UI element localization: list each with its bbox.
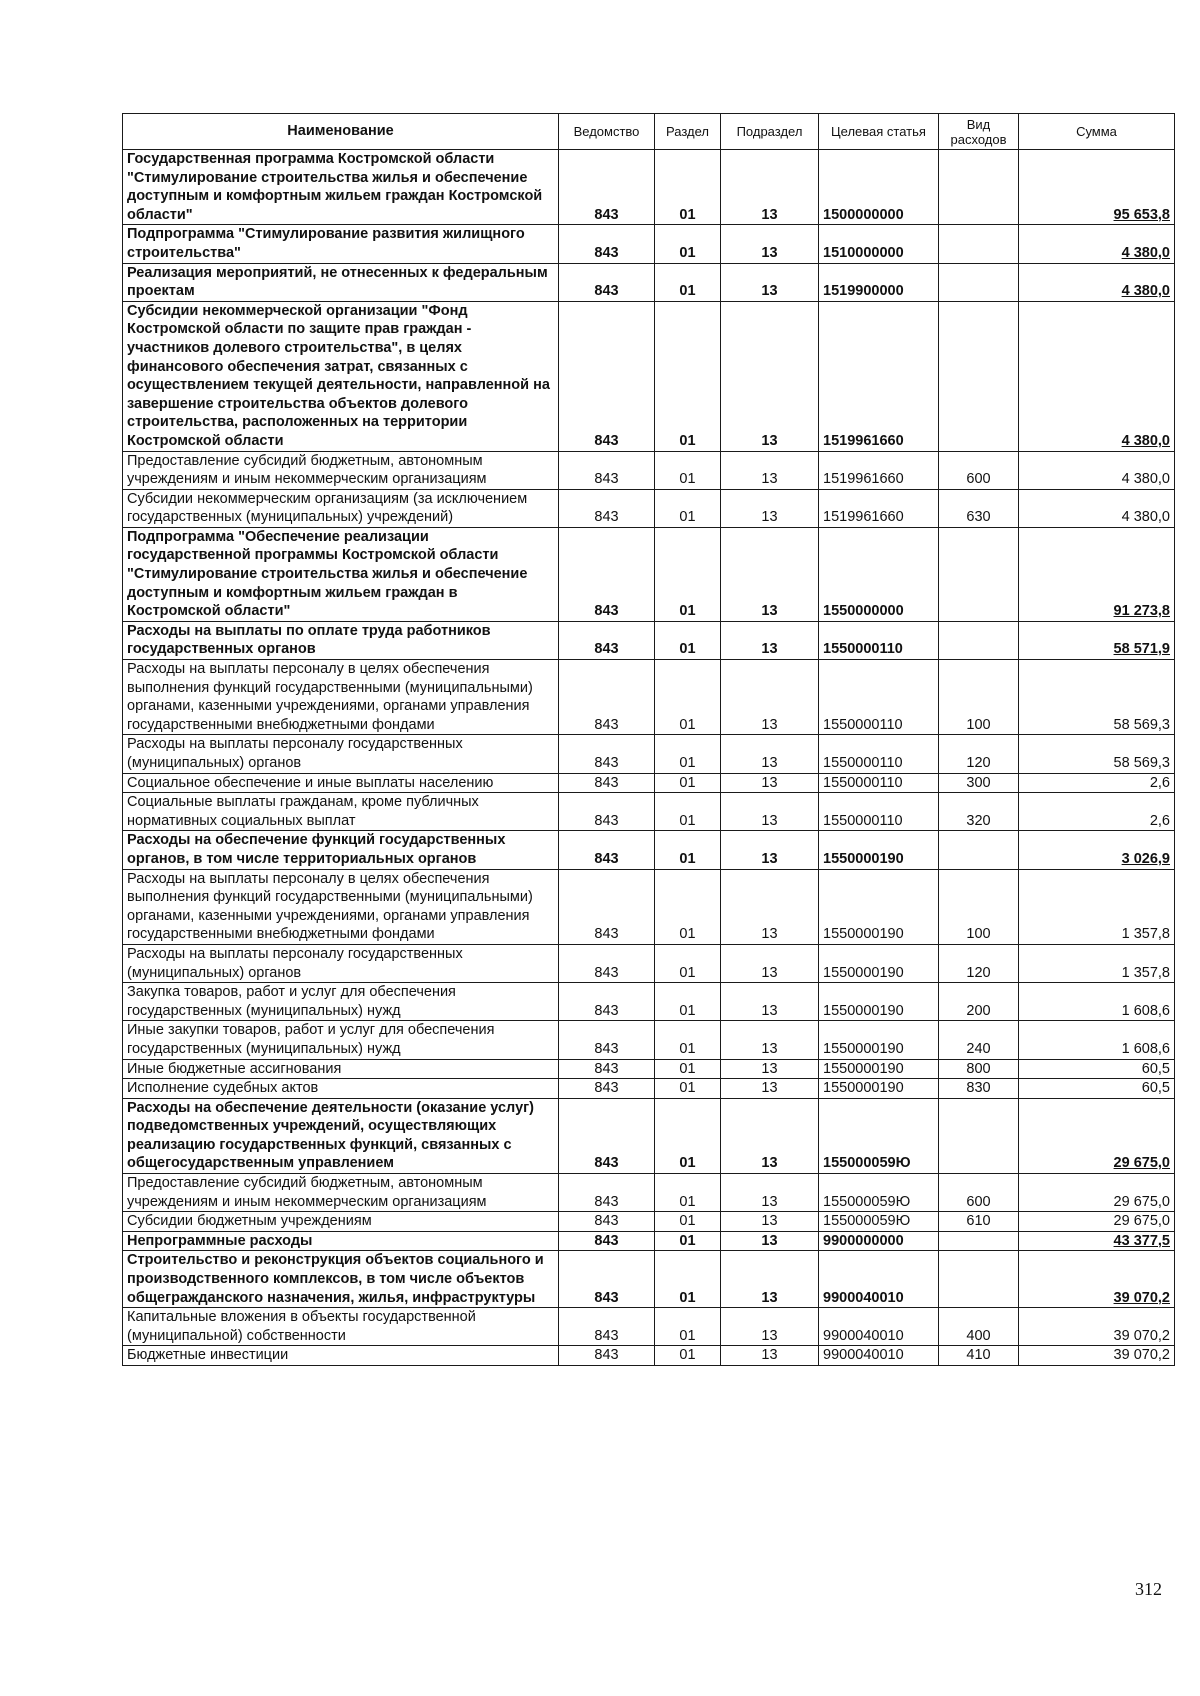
header-name: Наименование bbox=[123, 114, 559, 150]
cell-dept: 843 bbox=[559, 1021, 655, 1059]
cell-sum: 3 026,9 bbox=[1019, 831, 1175, 869]
cell-dept: 843 bbox=[559, 1174, 655, 1212]
cell-exptype: 600 bbox=[939, 1174, 1019, 1212]
cell-subsection: 13 bbox=[721, 621, 819, 659]
cell-subsection: 13 bbox=[721, 1212, 819, 1232]
cell-section: 01 bbox=[655, 1308, 721, 1346]
table-row bbox=[123, 1308, 1175, 1346]
header-target: Целевая статья bbox=[819, 114, 939, 150]
cell-name: Расходы на выплаты персоналу государственных (муниципальных) органов bbox=[123, 944, 559, 982]
cell-exptype: 100 bbox=[939, 660, 1019, 735]
cell-dept: 843 bbox=[559, 831, 655, 869]
cell-target: 1519961660 bbox=[819, 301, 939, 451]
cell-subsection: 13 bbox=[721, 1174, 819, 1212]
cell-exptype: 240 bbox=[939, 1021, 1019, 1059]
cell-dept: 843 bbox=[559, 1308, 655, 1346]
cell-name: Расходы на обеспечение деятельности (оказание услуг) подведомственных учреждений, осуществляющих реализацию государственных функций, связанных с общегосударственным управлением bbox=[123, 1098, 559, 1173]
cell-exptype: 410 bbox=[939, 1346, 1019, 1366]
cell-section: 01 bbox=[655, 489, 721, 527]
cell-sum: 4 380,0 bbox=[1019, 225, 1175, 263]
cell-exptype: 200 bbox=[939, 983, 1019, 1021]
cell-target: 1550000190 bbox=[819, 1059, 939, 1079]
table-row bbox=[123, 1059, 1175, 1079]
cell-target: 1550000190 bbox=[819, 869, 939, 944]
cell-dept: 843 bbox=[559, 451, 655, 489]
cell-section: 01 bbox=[655, 735, 721, 773]
table-header-row bbox=[123, 114, 1175, 150]
cell-name: Предоставление субсидий бюджетным, автономным учреждениям и иным некоммерческим организациям bbox=[123, 1174, 559, 1212]
table-row bbox=[123, 831, 1175, 869]
cell-section: 01 bbox=[655, 1251, 721, 1308]
cell-exptype: 300 bbox=[939, 773, 1019, 793]
cell-name: Расходы на выплаты персоналу в целях обеспечения выполнения функций государственными (муниципальными) органами, казенными учреждениями, органами управления государственными внебюджетными фондами bbox=[123, 869, 559, 944]
cell-section: 01 bbox=[655, 451, 721, 489]
cell-exptype: 800 bbox=[939, 1059, 1019, 1079]
cell-section: 01 bbox=[655, 150, 721, 225]
cell-sum: 60,5 bbox=[1019, 1079, 1175, 1099]
cell-name: Расходы на выплаты персоналу государственных (муниципальных) органов bbox=[123, 735, 559, 773]
table-row bbox=[123, 1346, 1175, 1366]
table-row bbox=[123, 1079, 1175, 1099]
cell-target: 1550000110 bbox=[819, 621, 939, 659]
cell-subsection: 13 bbox=[721, 489, 819, 527]
cell-dept: 843 bbox=[559, 1251, 655, 1308]
cell-exptype bbox=[939, 831, 1019, 869]
cell-subsection: 13 bbox=[721, 944, 819, 982]
cell-section: 01 bbox=[655, 793, 721, 831]
cell-exptype: 120 bbox=[939, 944, 1019, 982]
table-row bbox=[123, 1021, 1175, 1059]
cell-subsection: 13 bbox=[721, 1346, 819, 1366]
cell-sum: 39 070,2 bbox=[1019, 1346, 1175, 1366]
cell-exptype bbox=[939, 301, 1019, 451]
cell-exptype: 630 bbox=[939, 489, 1019, 527]
cell-target: 1500000000 bbox=[819, 150, 939, 225]
budget-table bbox=[122, 113, 1175, 1366]
table-row bbox=[123, 983, 1175, 1021]
cell-sum: 1 357,8 bbox=[1019, 869, 1175, 944]
cell-sum: 4 380,0 bbox=[1019, 489, 1175, 527]
table-row bbox=[123, 451, 1175, 489]
cell-exptype: 600 bbox=[939, 451, 1019, 489]
cell-sum: 29 675,0 bbox=[1019, 1098, 1175, 1173]
cell-sum: 1 357,8 bbox=[1019, 944, 1175, 982]
cell-dept: 843 bbox=[559, 527, 655, 621]
cell-target: 1510000000 bbox=[819, 225, 939, 263]
table-row bbox=[123, 1212, 1175, 1232]
table-row bbox=[123, 660, 1175, 735]
cell-target: 1550000000 bbox=[819, 527, 939, 621]
cell-name: Предоставление субсидий бюджетным, автономным учреждениям и иным некоммерческим организациям bbox=[123, 451, 559, 489]
cell-target: 1519961660 bbox=[819, 451, 939, 489]
table-row bbox=[123, 621, 1175, 659]
cell-exptype: 610 bbox=[939, 1212, 1019, 1232]
cell-name: Расходы на обеспечение функций государственных органов, в том числе территориальных органов bbox=[123, 831, 559, 869]
cell-exptype: 830 bbox=[939, 1079, 1019, 1099]
cell-subsection: 13 bbox=[721, 983, 819, 1021]
cell-target: 1519961660 bbox=[819, 489, 939, 527]
cell-section: 01 bbox=[655, 1212, 721, 1232]
cell-target: 9900000000 bbox=[819, 1231, 939, 1251]
table-row bbox=[123, 944, 1175, 982]
cell-section: 01 bbox=[655, 1079, 721, 1099]
cell-target: 1550000190 bbox=[819, 944, 939, 982]
cell-dept: 843 bbox=[559, 735, 655, 773]
table-row bbox=[123, 301, 1175, 451]
cell-target: 1550000110 bbox=[819, 773, 939, 793]
cell-dept: 843 bbox=[559, 983, 655, 1021]
cell-exptype bbox=[939, 1098, 1019, 1173]
cell-section: 01 bbox=[655, 869, 721, 944]
header-exptype: Вид расходов bbox=[939, 114, 1019, 150]
cell-section: 01 bbox=[655, 773, 721, 793]
cell-subsection: 13 bbox=[721, 735, 819, 773]
cell-section: 01 bbox=[655, 301, 721, 451]
cell-exptype bbox=[939, 150, 1019, 225]
cell-dept: 843 bbox=[559, 793, 655, 831]
cell-subsection: 13 bbox=[721, 773, 819, 793]
cell-subsection: 13 bbox=[721, 793, 819, 831]
cell-section: 01 bbox=[655, 225, 721, 263]
cell-name: Субсидии некоммерческой организации "Фонд Костромской области по защите прав граждан - участников долевого строительства", в целях финансового обеспечения затрат, связанных с осуществлением текущей деятельности, направленной на завершение строительства объектов долевого строительства, расположенных на территории Костромской области bbox=[123, 301, 559, 451]
cell-dept: 843 bbox=[559, 869, 655, 944]
cell-exptype: 120 bbox=[939, 735, 1019, 773]
table-row bbox=[123, 263, 1175, 301]
cell-name: Социальное обеспечение и иные выплаты населению bbox=[123, 773, 559, 793]
cell-name: Иные закупки товаров, работ и услуг для обеспечения государственных (муниципальных) нужд bbox=[123, 1021, 559, 1059]
cell-dept: 843 bbox=[559, 225, 655, 263]
cell-sum: 39 070,2 bbox=[1019, 1308, 1175, 1346]
cell-exptype: 320 bbox=[939, 793, 1019, 831]
cell-target: 155000059Ю bbox=[819, 1174, 939, 1212]
cell-exptype: 400 bbox=[939, 1308, 1019, 1346]
cell-sum: 29 675,0 bbox=[1019, 1174, 1175, 1212]
cell-subsection: 13 bbox=[721, 150, 819, 225]
cell-name: Капитальные вложения в объекты государственной (муниципальной) собственности bbox=[123, 1308, 559, 1346]
cell-section: 01 bbox=[655, 1059, 721, 1079]
cell-subsection: 13 bbox=[721, 225, 819, 263]
cell-name: Непрограммные расходы bbox=[123, 1231, 559, 1251]
cell-subsection: 13 bbox=[721, 301, 819, 451]
cell-subsection: 13 bbox=[721, 1231, 819, 1251]
cell-dept: 843 bbox=[559, 621, 655, 659]
cell-exptype bbox=[939, 1251, 1019, 1308]
cell-exptype bbox=[939, 621, 1019, 659]
cell-dept: 843 bbox=[559, 660, 655, 735]
cell-sum: 2,6 bbox=[1019, 793, 1175, 831]
cell-name: Субсидии некоммерческим организациям (за исключением государственных (муниципальных) учреждений) bbox=[123, 489, 559, 527]
cell-sum: 4 380,0 bbox=[1019, 263, 1175, 301]
cell-target: 1550000190 bbox=[819, 1021, 939, 1059]
cell-section: 01 bbox=[655, 263, 721, 301]
table-row bbox=[123, 150, 1175, 225]
table-row bbox=[123, 225, 1175, 263]
cell-subsection: 13 bbox=[721, 1021, 819, 1059]
cell-name: Государственная программа Костромской области "Стимулирование строительства жилья и обеспечение доступным и комфортным жильем граждан Костромской области" bbox=[123, 150, 559, 225]
cell-dept: 843 bbox=[559, 1231, 655, 1251]
cell-target: 1550000110 bbox=[819, 660, 939, 735]
cell-subsection: 13 bbox=[721, 527, 819, 621]
cell-name: Расходы на выплаты персоналу в целях обеспечения выполнения функций государственными (муниципальными) органами, казенными учреждениями, органами управления государственными внебюджетными фондами bbox=[123, 660, 559, 735]
table-row bbox=[123, 735, 1175, 773]
cell-name: Бюджетные инвестиции bbox=[123, 1346, 559, 1366]
cell-subsection: 13 bbox=[721, 1308, 819, 1346]
cell-name: Исполнение судебных актов bbox=[123, 1079, 559, 1099]
cell-subsection: 13 bbox=[721, 1251, 819, 1308]
cell-target: 155000059Ю bbox=[819, 1098, 939, 1173]
cell-sum: 95 653,8 bbox=[1019, 150, 1175, 225]
cell-target: 9900040010 bbox=[819, 1346, 939, 1366]
cell-section: 01 bbox=[655, 1098, 721, 1173]
cell-exptype bbox=[939, 225, 1019, 263]
header-section: Раздел bbox=[655, 114, 721, 150]
cell-subsection: 13 bbox=[721, 1059, 819, 1079]
cell-target: 9900040010 bbox=[819, 1251, 939, 1308]
table-row bbox=[123, 489, 1175, 527]
cell-dept: 843 bbox=[559, 489, 655, 527]
cell-exptype bbox=[939, 527, 1019, 621]
cell-target: 1519900000 bbox=[819, 263, 939, 301]
cell-dept: 843 bbox=[559, 944, 655, 982]
cell-sum: 58 569,3 bbox=[1019, 660, 1175, 735]
cell-exptype: 100 bbox=[939, 869, 1019, 944]
cell-target: 1550000190 bbox=[819, 983, 939, 1021]
cell-sum: 4 380,0 bbox=[1019, 301, 1175, 451]
cell-target: 155000059Ю bbox=[819, 1212, 939, 1232]
cell-dept: 843 bbox=[559, 263, 655, 301]
table-row bbox=[123, 793, 1175, 831]
table-row bbox=[123, 527, 1175, 621]
cell-sum: 60,5 bbox=[1019, 1059, 1175, 1079]
cell-dept: 843 bbox=[559, 1346, 655, 1366]
cell-sum: 91 273,8 bbox=[1019, 527, 1175, 621]
cell-name: Социальные выплаты гражданам, кроме публичных нормативных социальных выплат bbox=[123, 793, 559, 831]
cell-name: Иные бюджетные ассигнования bbox=[123, 1059, 559, 1079]
header-sum: Сумма bbox=[1019, 114, 1175, 150]
cell-section: 01 bbox=[655, 944, 721, 982]
cell-section: 01 bbox=[655, 660, 721, 735]
cell-subsection: 13 bbox=[721, 1079, 819, 1099]
cell-subsection: 13 bbox=[721, 451, 819, 489]
table-row bbox=[123, 773, 1175, 793]
header-dept: Ведомство bbox=[559, 114, 655, 150]
cell-section: 01 bbox=[655, 1021, 721, 1059]
cell-exptype bbox=[939, 1231, 1019, 1251]
cell-subsection: 13 bbox=[721, 1098, 819, 1173]
cell-dept: 843 bbox=[559, 1079, 655, 1099]
cell-name: Субсидии бюджетным учреждениям bbox=[123, 1212, 559, 1232]
cell-section: 01 bbox=[655, 1346, 721, 1366]
cell-sum: 58 571,9 bbox=[1019, 621, 1175, 659]
cell-target: 9900040010 bbox=[819, 1308, 939, 1346]
cell-dept: 843 bbox=[559, 150, 655, 225]
table-row bbox=[123, 1231, 1175, 1251]
table-body bbox=[123, 150, 1175, 1366]
cell-section: 01 bbox=[655, 527, 721, 621]
cell-sum: 58 569,3 bbox=[1019, 735, 1175, 773]
cell-subsection: 13 bbox=[721, 660, 819, 735]
page-number: 312 bbox=[1135, 1579, 1162, 1599]
cell-name: Подпрограмма "Обеспечение реализации государственной программы Костромской области "Стимулирование строительства жилья и обеспечение доступным и комфортным жильем граждан в Костромской области" bbox=[123, 527, 559, 621]
cell-sum: 1 608,6 bbox=[1019, 1021, 1175, 1059]
cell-section: 01 bbox=[655, 1231, 721, 1251]
cell-section: 01 bbox=[655, 621, 721, 659]
table-row bbox=[123, 869, 1175, 944]
cell-sum: 2,6 bbox=[1019, 773, 1175, 793]
cell-section: 01 bbox=[655, 1174, 721, 1212]
cell-target: 1550000190 bbox=[819, 831, 939, 869]
cell-sum: 1 608,6 bbox=[1019, 983, 1175, 1021]
cell-sum: 29 675,0 bbox=[1019, 1212, 1175, 1232]
table-row bbox=[123, 1098, 1175, 1173]
cell-dept: 843 bbox=[559, 1212, 655, 1232]
cell-sum: 4 380,0 bbox=[1019, 451, 1175, 489]
cell-subsection: 13 bbox=[721, 263, 819, 301]
cell-name: Реализация мероприятий, не отнесенных к федеральным проектам bbox=[123, 263, 559, 301]
cell-name: Подпрограмма "Стимулирование развития жилищного строительства" bbox=[123, 225, 559, 263]
cell-name: Закупка товаров, работ и услуг для обеспечения государственных (муниципальных) нужд bbox=[123, 983, 559, 1021]
cell-subsection: 13 bbox=[721, 831, 819, 869]
cell-sum: 43 377,5 bbox=[1019, 1231, 1175, 1251]
cell-name: Расходы на выплаты по оплате труда работников государственных органов bbox=[123, 621, 559, 659]
cell-section: 01 bbox=[655, 983, 721, 1021]
cell-section: 01 bbox=[655, 831, 721, 869]
cell-target: 1550000110 bbox=[819, 793, 939, 831]
table-row bbox=[123, 1174, 1175, 1212]
cell-dept: 843 bbox=[559, 301, 655, 451]
cell-dept: 843 bbox=[559, 1098, 655, 1173]
cell-exptype bbox=[939, 263, 1019, 301]
cell-target: 1550000190 bbox=[819, 1079, 939, 1099]
cell-dept: 843 bbox=[559, 773, 655, 793]
table-row bbox=[123, 1251, 1175, 1308]
cell-target: 1550000110 bbox=[819, 735, 939, 773]
cell-subsection: 13 bbox=[721, 869, 819, 944]
cell-name: Строительство и реконструкция объектов социального и производственного комплексов, в том числе объектов общегражданского назначения, жилья, инфраструктуры bbox=[123, 1251, 559, 1308]
header-subsection: Подраздел bbox=[721, 114, 819, 150]
cell-dept: 843 bbox=[559, 1059, 655, 1079]
cell-sum: 39 070,2 bbox=[1019, 1251, 1175, 1308]
